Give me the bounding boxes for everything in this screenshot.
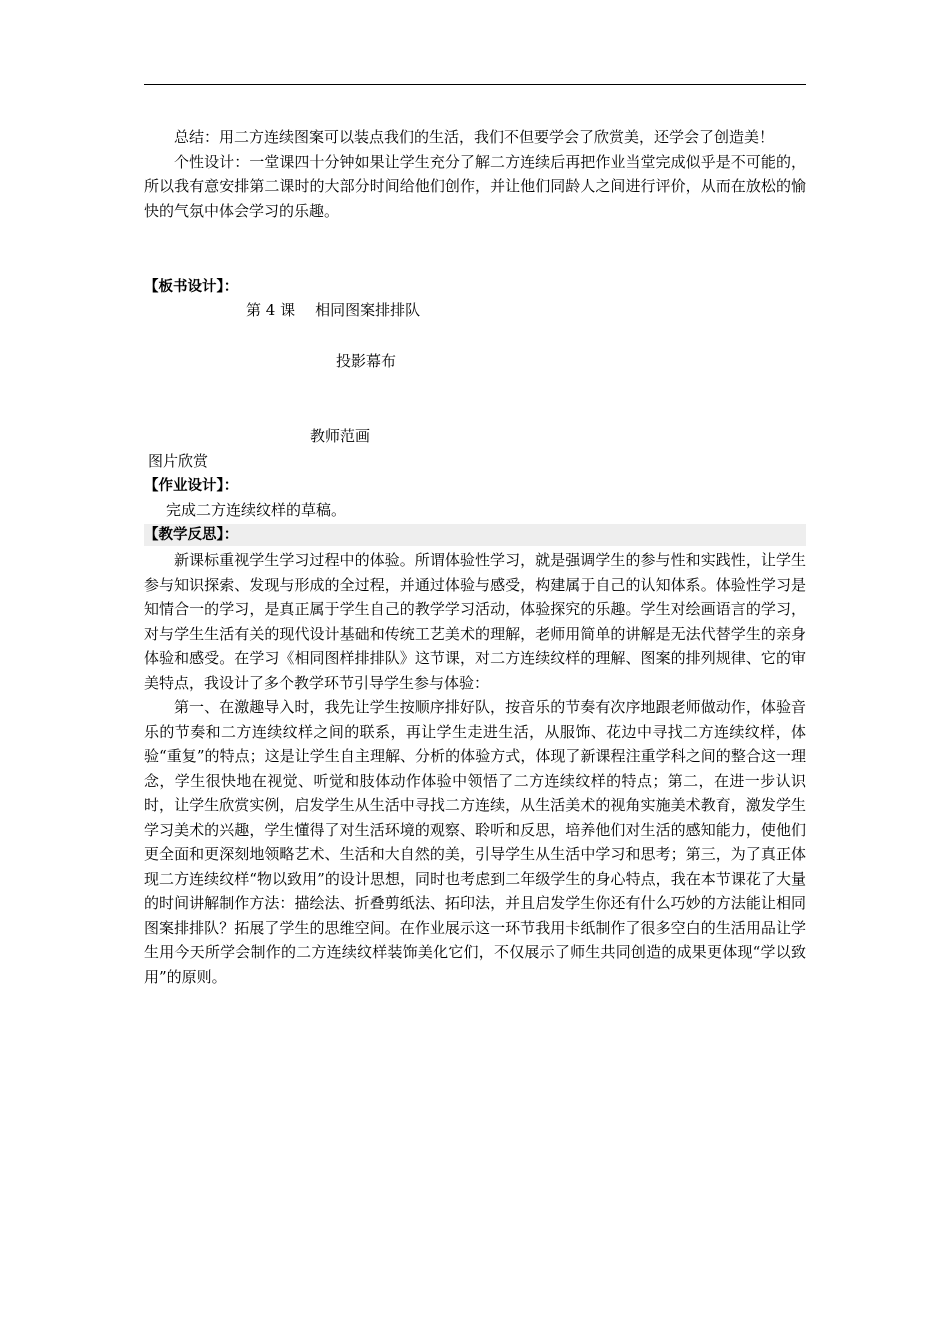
reflection-paragraph: 新课标重视学生学习过程中的体验。所谓体验性学习，就是强调学生的参与性和实践性，让学生参与知识探索、发现与形成的全过程，并通过体验与感受，构建属于自己的认知体系。体验性学习是知情合一的学习，是真正属于学生自己的教学学习活动，体验探究的乐趣。学生对绘画语言的学习，对与学生生活有关的现代设计基础和传统工艺美术的理解，老师用简单的讲解是无法代替学生的亲身体验和感受。在学习《相同图样排排队》这节课，对二方连续纹样的理解、图案的排列规律、它的审美特点，我设计了多个教学环节引导学生参与体验： (144, 551, 806, 692)
lesson-title: 相同图案排排队 (315, 301, 421, 319)
board-design-heading: 【板书设计】： (144, 279, 239, 295)
summary-conclusion: 总结：用二方连续图案可以装点我们的生活，我们不但要学会了欣赏美，还学会了创造美！ (174, 128, 775, 146)
picture-appreciation-label: 图片欣赏 (148, 452, 209, 470)
homework-content: 完成二方连续纹样的草稿。 (166, 501, 347, 519)
personal-design-paragraph: 个性设计：一堂课四十分钟如果让学生充分了解二方连续后再把作业当堂完成似乎是不可能的，所以我有意安排第二课时的大部分时间给他们创作，并让他们同龄人之间进行评价，从而在放松的愉快的气氛中体会学习的乐趣。 (144, 152, 806, 220)
projection-screen-label: 投影幕布 (336, 352, 397, 370)
teacher-sample-label: 教师范画 (310, 427, 371, 445)
homework-design-heading: 【作业设计】： (144, 478, 239, 494)
lesson-number: 第 4 课 (246, 301, 296, 319)
teaching-reflection-heading: 【教学反思】： (144, 524, 806, 546)
summary-section (144, 125, 806, 223)
board-lesson-title (246, 299, 420, 321)
teaching-reflection-body (144, 548, 806, 989)
header-rule (144, 84, 806, 85)
reflection-paragraph: 第一、在激趣导入时，我先让学生按顺序排好队，按音乐的节奏有次序地跟老师做动作，体验音乐的节奏和二方连续纹样之间的联系，再让学生走进生活，从服饰、花边中寻找二方连续纹样，体验“重复”的特点；这是让学生自主理解、分析的体验方式，体现了新课程注重学科之间的整合这一理念，学生很快地在视觉、听觉和肢体动作体验中领悟了二方连续纹样的特点；第二，在进一步认识时，让学生欣赏实例，启发学生从生活中寻找二方连续，从生活美术的视角实施美术教育，激发学生学习美术的兴趣，学生懂得了对生活环境的观察、聆听和反思，培养他们对生活的感知能力，使他们更全面和更深刻地领略艺术、生活和大自然的美，引导学生从生活中学习和思考；第三，为了真正体现二方连续纹样“物以致用”的设计思想，同时也考虑到二年级学生的身心特点，我在本节课花了大量的时间讲解制作方法：描绘法、折叠剪纸法、拓印法，并且启发学生你还有什么巧妙的方法能让相同图案排排队？拓展了学生的思维空间。在作业展示这一环节我用卡纸制作了很多空白的生活用品让学生用今天所学会制作的二方连续纹样装饰美化它们，不仅展示了师生共同创造的成果更体现“学以致用”的原则。 (144, 698, 806, 986)
